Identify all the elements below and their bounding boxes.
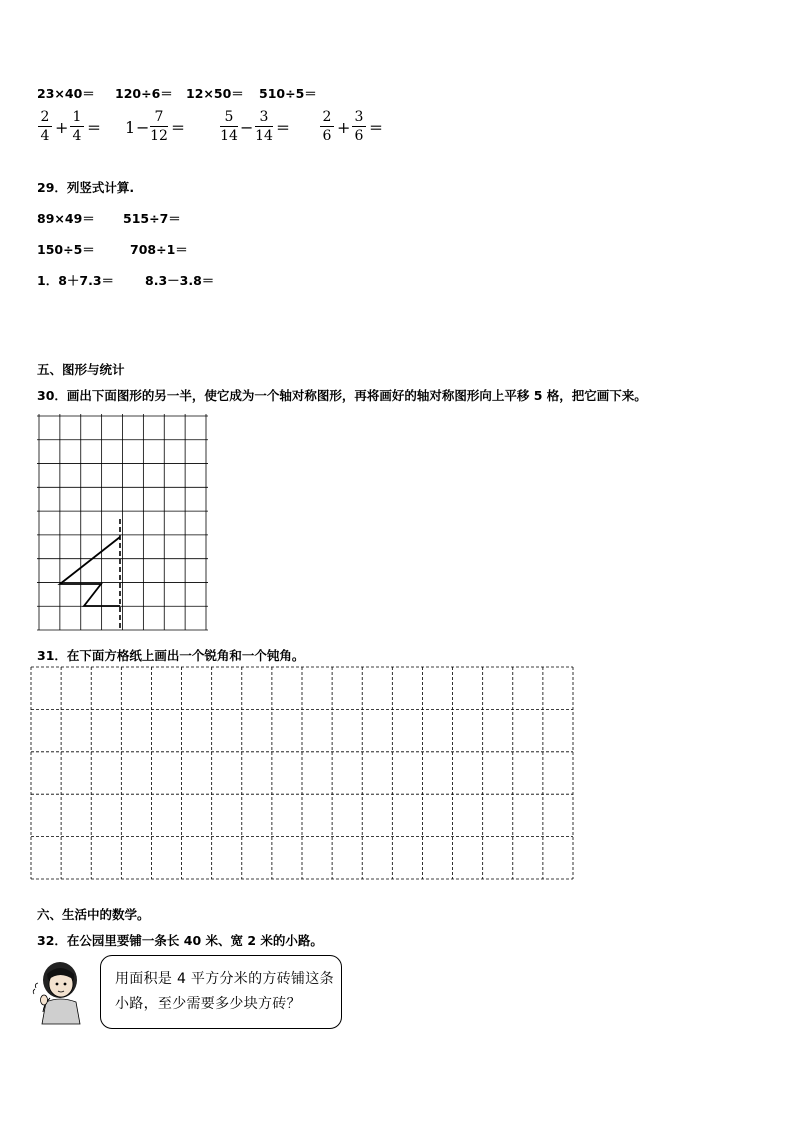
bubble-line: 用面积是 4 平方分米的方砖铺这条 <box>115 971 334 987</box>
speech-bubble <box>100 955 342 1029</box>
section-6-title: 六、生活中的数学。 <box>37 907 150 922</box>
bubble-line: 小路，至少需要多少块方砖？ <box>115 996 301 1012</box>
q31-grid[interactable] <box>31 667 573 879</box>
calc-item: 8.3－3.8＝ <box>145 273 215 288</box>
fraction: 3 14 <box>255 109 273 144</box>
q30-grid[interactable] <box>37 414 208 630</box>
calc-item: 12×50＝ <box>186 86 244 101</box>
question-30-text: 30．画出下面图形的另一半，使它成为一个轴对称图形，再将画好的轴对称图形向上平移 5 格，把它画下来。 <box>37 388 647 403</box>
fraction: 7 12 <box>150 109 168 144</box>
calc-item: 150÷5＝ <box>37 242 95 257</box>
calc-item: 89×49＝ <box>37 211 95 226</box>
question-31-text: 31．在下面方格纸上画出一个锐角和一个钝角。 <box>37 648 305 663</box>
bubble-text <box>115 967 335 1017</box>
question-29-title: 29．列竖式计算. <box>37 180 135 195</box>
fraction: 3 6 <box>351 108 367 145</box>
calc-item: 515÷7＝ <box>123 211 181 226</box>
fraction-calc-row: 2 4 + 1 4 ＝ 1 − 7 12 ＝ 5 14 − 3 14 ＝ 2 6 + 3 6 ＝ <box>37 108 437 148</box>
section-5-title: 五、图形与统计 <box>37 362 125 377</box>
fraction: 1 4 <box>69 108 85 145</box>
fraction: 2 4 <box>37 108 53 145</box>
calc-item: 23×40＝ <box>37 86 95 101</box>
question-32-text: 32．在公园里要铺一条长 40 米、宽 2 米的小路。 <box>37 933 323 948</box>
calc-item: 510÷5＝ <box>259 86 317 101</box>
calc-item: 1．8＋7.3＝ <box>37 273 115 288</box>
calc-item: 120÷6＝ <box>115 86 173 101</box>
cartoon-girl-thinking-icon <box>30 958 90 1026</box>
calc-item: 708÷1＝ <box>130 242 188 257</box>
fraction: 5 14 <box>220 109 238 144</box>
half-figure <box>60 537 120 606</box>
fraction: 2 6 <box>319 108 335 145</box>
